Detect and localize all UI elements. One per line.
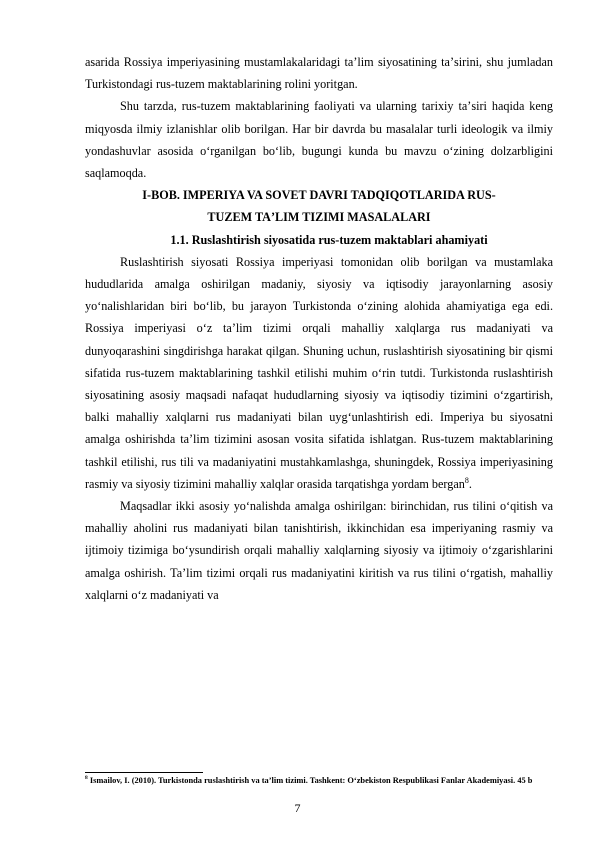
page-number: 7 — [294, 801, 301, 815]
footnote-text: Ismailov, I. (2010). Turkistonda ruslashtirish va taʼlim tizimi. Tashkent: Oʻzbekiston Respublikasi Fanlar Akademiyasi. 45 b — [87, 776, 533, 785]
paragraph-end: . — [468, 476, 472, 491]
paragraph: Maqsadlar ikki asosiy yoʻnalishda amalga oshirilgan: birinchidan, rus tilini oʻqitish va mahalliy aholini rus madaniyati bilan tanishtirish, ikkinchidan esa imperiyaning rasmiy va ijtimoiy tizimiga boʻysundirish orqali mahalliy xalqlarning siyosiy va ijtimoiy oʻzgarishlarini amalga oshirish. Taʼlim tizimi orqali rus madaniyatini kiritish va rus tilini oʻrgatish, mahalliy xalqlarni oʻz madaniyati va — [85, 499, 553, 602]
section-heading: 1.1. Ruslashtirish siyosatida rus-tuzem maktablari ahamiyati — [170, 232, 488, 247]
paragraph-text: Ruslashtirish siyosati Rossiya imperiyasi tomonidan olib borilgan va mustamlaka hududlarida amalga oshirilgan madaniy, siyosiy va iqtisodiy jarayonlarning asosiy yoʻnalishlaridan biri boʻlib, bu jarayon Turkistonda oʻzining alohida ahamiyatiga ega edi. Rossiya imperiyasi oʻz taʼlim tizimi orqali mahalliy xalqlarga rus madaniyati va dunyoqarashini singdirishga harakat qilgan. Shuning uchun, ruslashtirish siyosatining bir qismi sifatida rus-tuzem maktablarining tashkil etilishi muhim oʻrin tutdi. Turkistonda ruslashtirish siyosatining asosiy maqsadi nafaqat hududlarning siyosiy va iqtisodiy tizimini oʻzgartirish, balki mahalliy xalqlarni rus madaniyati bilan uygʻunlashtirish edi. Imperiya bu siyosatni amalga oshirishda taʼlim tizimini asosan vosita sifatida ishlatgan. Rus-tuzem maktablarining tashkil etilishi, rus tili va madaniyatini mustahkamlashga, shuningdek, Rossiya imperiyasining rasmiy va siyosiy tizimini mahalliy xalqlar orasida tarqatishga yordam bergan — [85, 254, 553, 491]
paragraph: Shu tarzda, rus-tuzem maktablarining faoliyati va ularning tarixiy taʼsiri haqida keng miqyosda ilmiy izlanishlar olib borilgan. Har bir davrda bu masalalar turli ideologik va ilmiy yondashuvlar asosida oʻrganilgan boʻlib, bugungi kunda bu mavzu oʻzining dolzarbligini saqlamoqda. — [85, 99, 553, 181]
chapter-heading-line-2: TUZEM TAʼLIM TIZIMI MASALALARI — [207, 210, 431, 225]
footnote — [85, 776, 553, 787]
footnote-separator — [85, 772, 203, 773]
footnote-marker: 8 — [85, 775, 88, 782]
paragraph — [85, 251, 553, 495]
chapter-heading-line-1: I-BOB. IMPERIYA VA SOVET DAVRI TADQIQOTLARIDA RUS- — [142, 188, 496, 203]
body-text — [85, 51, 553, 606]
paragraph-continuation: asarida Rossiya imperiyasining mustamlakalaridagi taʼlim siyosatining taʼsirini, shu jumladan Turkistondagi rus-tuzem maktablarining rolini yoritgan. — [85, 55, 553, 92]
footnote-reference: 8 — [464, 475, 469, 485]
